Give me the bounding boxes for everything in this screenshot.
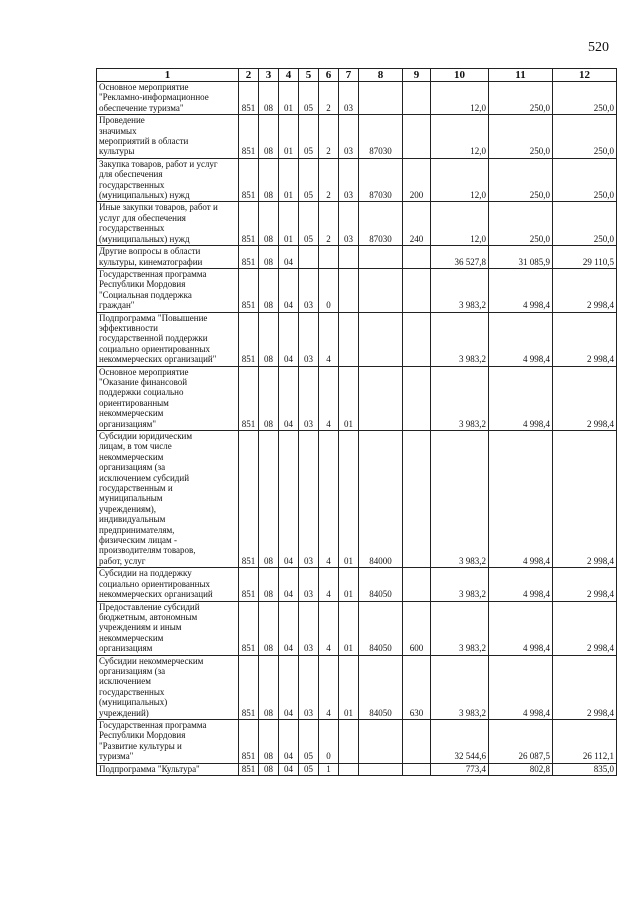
activity-code: 03 xyxy=(339,82,359,115)
subprogram-code: 4 xyxy=(319,655,339,719)
amount-col-10: 32 544,6 xyxy=(431,719,489,763)
activity-code xyxy=(339,268,359,312)
expense-type-code: 240 xyxy=(403,202,431,246)
amount-col-11: 26 087,5 xyxy=(489,719,553,763)
header-cell: 11 xyxy=(489,69,553,82)
header-cell: 5 xyxy=(299,69,319,82)
activity-code: 01 xyxy=(339,431,359,568)
subsection-code: 08 xyxy=(259,312,279,366)
amount-col-11: 250,0 xyxy=(489,115,553,159)
header-row xyxy=(97,69,617,82)
subprogram-code: 2 xyxy=(319,115,339,159)
subprogram-code: 2 xyxy=(319,202,339,246)
amount-col-11: 250,0 xyxy=(489,202,553,246)
subsection-code: 08 xyxy=(259,601,279,655)
expense-type-code xyxy=(403,763,431,775)
item-code: 04 xyxy=(279,366,299,430)
expense-type-code: 200 xyxy=(403,158,431,202)
expense-type-code: 600 xyxy=(403,601,431,655)
subsection-code: 08 xyxy=(259,568,279,601)
section-code: 851 xyxy=(239,312,259,366)
row-name: Предоставление субсидий бюджетным, автономным учреждениям и иным некоммерческим организациям xyxy=(97,601,239,655)
program-code: 03 xyxy=(299,601,319,655)
program-code: 03 xyxy=(299,366,319,430)
subsection-code: 08 xyxy=(259,366,279,430)
amount-col-10: 12,0 xyxy=(431,202,489,246)
row-name: Другие вопросы в области культуры, кинематографии xyxy=(97,246,239,269)
activity-code: 03 xyxy=(339,158,359,202)
amount-col-11: 4 998,4 xyxy=(489,268,553,312)
table-row xyxy=(97,202,617,246)
row-name: Основное мероприятие "Рекламно-информационное обеспечение туризма" xyxy=(97,82,239,115)
row-name: Проведение значимых мероприятий в области культуры xyxy=(97,115,239,159)
subsection-code: 08 xyxy=(259,158,279,202)
program-code: 03 xyxy=(299,268,319,312)
table-row xyxy=(97,601,617,655)
program-code: 03 xyxy=(299,568,319,601)
table-row xyxy=(97,312,617,366)
amount-col-12: 250,0 xyxy=(553,158,617,202)
item-code: 01 xyxy=(279,115,299,159)
subprogram-code xyxy=(319,246,339,269)
header-cell: 8 xyxy=(359,69,403,82)
amount-col-11: 4 998,4 xyxy=(489,366,553,430)
direction-code xyxy=(359,312,403,366)
amount-col-12: 2 998,4 xyxy=(553,366,617,430)
section-code: 851 xyxy=(239,719,259,763)
expense-type-code xyxy=(403,312,431,366)
table-row xyxy=(97,763,617,775)
amount-col-11: 250,0 xyxy=(489,82,553,115)
table-row xyxy=(97,719,617,763)
amount-col-12: 250,0 xyxy=(553,115,617,159)
activity-code xyxy=(339,719,359,763)
amount-col-10: 12,0 xyxy=(431,82,489,115)
item-code: 04 xyxy=(279,312,299,366)
activity-code: 01 xyxy=(339,366,359,430)
page-number: 520 xyxy=(588,40,609,55)
amount-col-10: 12,0 xyxy=(431,115,489,159)
header-cell: 7 xyxy=(339,69,359,82)
section-code: 851 xyxy=(239,202,259,246)
table-row xyxy=(97,431,617,568)
header-cell: 12 xyxy=(553,69,617,82)
item-code: 04 xyxy=(279,268,299,312)
direction-code xyxy=(359,763,403,775)
item-code: 04 xyxy=(279,763,299,775)
header-cell: 9 xyxy=(403,69,431,82)
table-row xyxy=(97,158,617,202)
section-code: 851 xyxy=(239,366,259,430)
subprogram-code: 4 xyxy=(319,568,339,601)
program-code: 05 xyxy=(299,82,319,115)
amount-col-12: 2 998,4 xyxy=(553,268,617,312)
section-code: 851 xyxy=(239,268,259,312)
expense-type-code xyxy=(403,82,431,115)
subsection-code: 08 xyxy=(259,268,279,312)
subprogram-code: 1 xyxy=(319,763,339,775)
item-code: 04 xyxy=(279,431,299,568)
subsection-code: 08 xyxy=(259,431,279,568)
amount-col-11: 4 998,4 xyxy=(489,312,553,366)
expense-type-code xyxy=(403,431,431,568)
activity-code: 01 xyxy=(339,568,359,601)
amount-col-12: 2 998,4 xyxy=(553,601,617,655)
amount-col-11: 31 085,9 xyxy=(489,246,553,269)
amount-col-12: 26 112,1 xyxy=(553,719,617,763)
table-row xyxy=(97,82,617,115)
subprogram-code: 4 xyxy=(319,601,339,655)
program-code: 03 xyxy=(299,312,319,366)
section-code: 851 xyxy=(239,655,259,719)
amount-col-12: 2 998,4 xyxy=(553,431,617,568)
program-code: 05 xyxy=(299,158,319,202)
direction-code: 84050 xyxy=(359,655,403,719)
direction-code xyxy=(359,82,403,115)
row-name: Иные закупки товаров, работ и услуг для обеспечения государственных (муниципальных) нужд xyxy=(97,202,239,246)
program-code: 03 xyxy=(299,431,319,568)
row-name: Закупка товаров, работ и услуг для обеспечения государственных (муниципальных) нужд xyxy=(97,158,239,202)
activity-code: 03 xyxy=(339,115,359,159)
item-code: 04 xyxy=(279,246,299,269)
direction-code: 87030 xyxy=(359,158,403,202)
subsection-code: 08 xyxy=(259,202,279,246)
row-name: Субсидии на поддержку социально ориентированных некоммерческих организаций xyxy=(97,568,239,601)
item-code: 04 xyxy=(279,719,299,763)
table-row xyxy=(97,655,617,719)
amount-col-10: 3 983,2 xyxy=(431,268,489,312)
expense-type-code xyxy=(403,246,431,269)
row-name: Государственная программа Республики Мордовия "Развитие культуры и туризма" xyxy=(97,719,239,763)
direction-code xyxy=(359,268,403,312)
amount-col-10: 3 983,2 xyxy=(431,312,489,366)
section-code: 851 xyxy=(239,158,259,202)
table-row xyxy=(97,366,617,430)
amount-col-12: 2 998,4 xyxy=(553,312,617,366)
direction-code: 84050 xyxy=(359,568,403,601)
header-cell: 3 xyxy=(259,69,279,82)
amount-col-11: 4 998,4 xyxy=(489,568,553,601)
row-name: Основное мероприятие "Оказание финансовой поддержки социально ориентированным некоммерческим организациям" xyxy=(97,366,239,430)
row-name: Подпрограмма "Культура" xyxy=(97,763,239,775)
direction-code: 84000 xyxy=(359,431,403,568)
header-cell: 4 xyxy=(279,69,299,82)
expense-type-code xyxy=(403,719,431,763)
subsection-code: 08 xyxy=(259,246,279,269)
expense-type-code xyxy=(403,568,431,601)
amount-col-10: 12,0 xyxy=(431,158,489,202)
activity-code: 01 xyxy=(339,655,359,719)
row-name: Подпрограмма "Повышение эффективности государственной поддержки социально ориентированных некоммерческих организаций" xyxy=(97,312,239,366)
section-code: 851 xyxy=(239,763,259,775)
amount-col-10: 36 527,8 xyxy=(431,246,489,269)
row-name: Государственная программа Республики Мордовия "Социальная поддержка граждан" xyxy=(97,268,239,312)
amount-col-10: 3 983,2 xyxy=(431,601,489,655)
direction-code: 84050 xyxy=(359,601,403,655)
program-code: 05 xyxy=(299,719,319,763)
budget-table xyxy=(96,68,617,776)
amount-col-12: 29 110,5 xyxy=(553,246,617,269)
subsection-code: 08 xyxy=(259,115,279,159)
subprogram-code: 4 xyxy=(319,312,339,366)
program-code xyxy=(299,246,319,269)
section-code: 851 xyxy=(239,82,259,115)
activity-code xyxy=(339,312,359,366)
program-code: 05 xyxy=(299,202,319,246)
item-code: 04 xyxy=(279,568,299,601)
table-row xyxy=(97,268,617,312)
expense-type-code xyxy=(403,268,431,312)
subsection-code: 08 xyxy=(259,763,279,775)
row-name: Субсидии некоммерческим организациям (за исключением государственных (муниципальных) учреждений) xyxy=(97,655,239,719)
expense-type-code: 630 xyxy=(403,655,431,719)
item-code: 04 xyxy=(279,601,299,655)
expense-type-code xyxy=(403,115,431,159)
header-cell: 6 xyxy=(319,69,339,82)
activity-code: 01 xyxy=(339,601,359,655)
amount-col-11: 802,8 xyxy=(489,763,553,775)
table-body xyxy=(97,82,617,776)
amount-col-11: 250,0 xyxy=(489,158,553,202)
activity-code xyxy=(339,246,359,269)
amount-col-10: 3 983,2 xyxy=(431,366,489,430)
header-cell: 2 xyxy=(239,69,259,82)
direction-code: 87030 xyxy=(359,115,403,159)
activity-code: 03 xyxy=(339,202,359,246)
expense-type-code xyxy=(403,366,431,430)
subsection-code: 08 xyxy=(259,82,279,115)
section-code: 851 xyxy=(239,601,259,655)
subprogram-code: 0 xyxy=(319,719,339,763)
amount-col-11: 4 998,4 xyxy=(489,431,553,568)
subsection-code: 08 xyxy=(259,655,279,719)
direction-code xyxy=(359,246,403,269)
section-code: 851 xyxy=(239,246,259,269)
amount-col-10: 3 983,2 xyxy=(431,655,489,719)
subprogram-code: 0 xyxy=(319,268,339,312)
amount-col-12: 2 998,4 xyxy=(553,568,617,601)
amount-col-10: 3 983,2 xyxy=(431,431,489,568)
subsection-code: 08 xyxy=(259,719,279,763)
subprogram-code: 2 xyxy=(319,158,339,202)
section-code: 851 xyxy=(239,431,259,568)
subprogram-code: 4 xyxy=(319,431,339,568)
amount-col-12: 250,0 xyxy=(553,202,617,246)
program-code: 03 xyxy=(299,655,319,719)
amount-col-12: 250,0 xyxy=(553,82,617,115)
table-row xyxy=(97,568,617,601)
program-code: 05 xyxy=(299,763,319,775)
amount-col-12: 2 998,4 xyxy=(553,655,617,719)
amount-col-11: 4 998,4 xyxy=(489,601,553,655)
subprogram-code: 4 xyxy=(319,366,339,430)
direction-code xyxy=(359,719,403,763)
table-row xyxy=(97,115,617,159)
item-code: 04 xyxy=(279,655,299,719)
item-code: 01 xyxy=(279,202,299,246)
direction-code xyxy=(359,366,403,430)
activity-code xyxy=(339,763,359,775)
table-row xyxy=(97,246,617,269)
amount-col-10: 773,4 xyxy=(431,763,489,775)
section-code: 851 xyxy=(239,115,259,159)
header-cell: 1 xyxy=(97,69,239,82)
amount-col-10: 3 983,2 xyxy=(431,568,489,601)
header-cell: 10 xyxy=(431,69,489,82)
subprogram-code: 2 xyxy=(319,82,339,115)
item-code: 01 xyxy=(279,158,299,202)
amount-col-11: 4 998,4 xyxy=(489,655,553,719)
amount-col-12: 835,0 xyxy=(553,763,617,775)
section-code: 851 xyxy=(239,568,259,601)
program-code: 05 xyxy=(299,115,319,159)
direction-code: 87030 xyxy=(359,202,403,246)
row-name: Субсидии юридическим лицам, в том числе некоммерческим организациям (за исключением субсидий государственным и муниципальным учреждениям), индивидуальным предпринимателям, физическим лицам - производителям товаров, работ, услуг xyxy=(97,431,239,568)
item-code: 01 xyxy=(279,82,299,115)
